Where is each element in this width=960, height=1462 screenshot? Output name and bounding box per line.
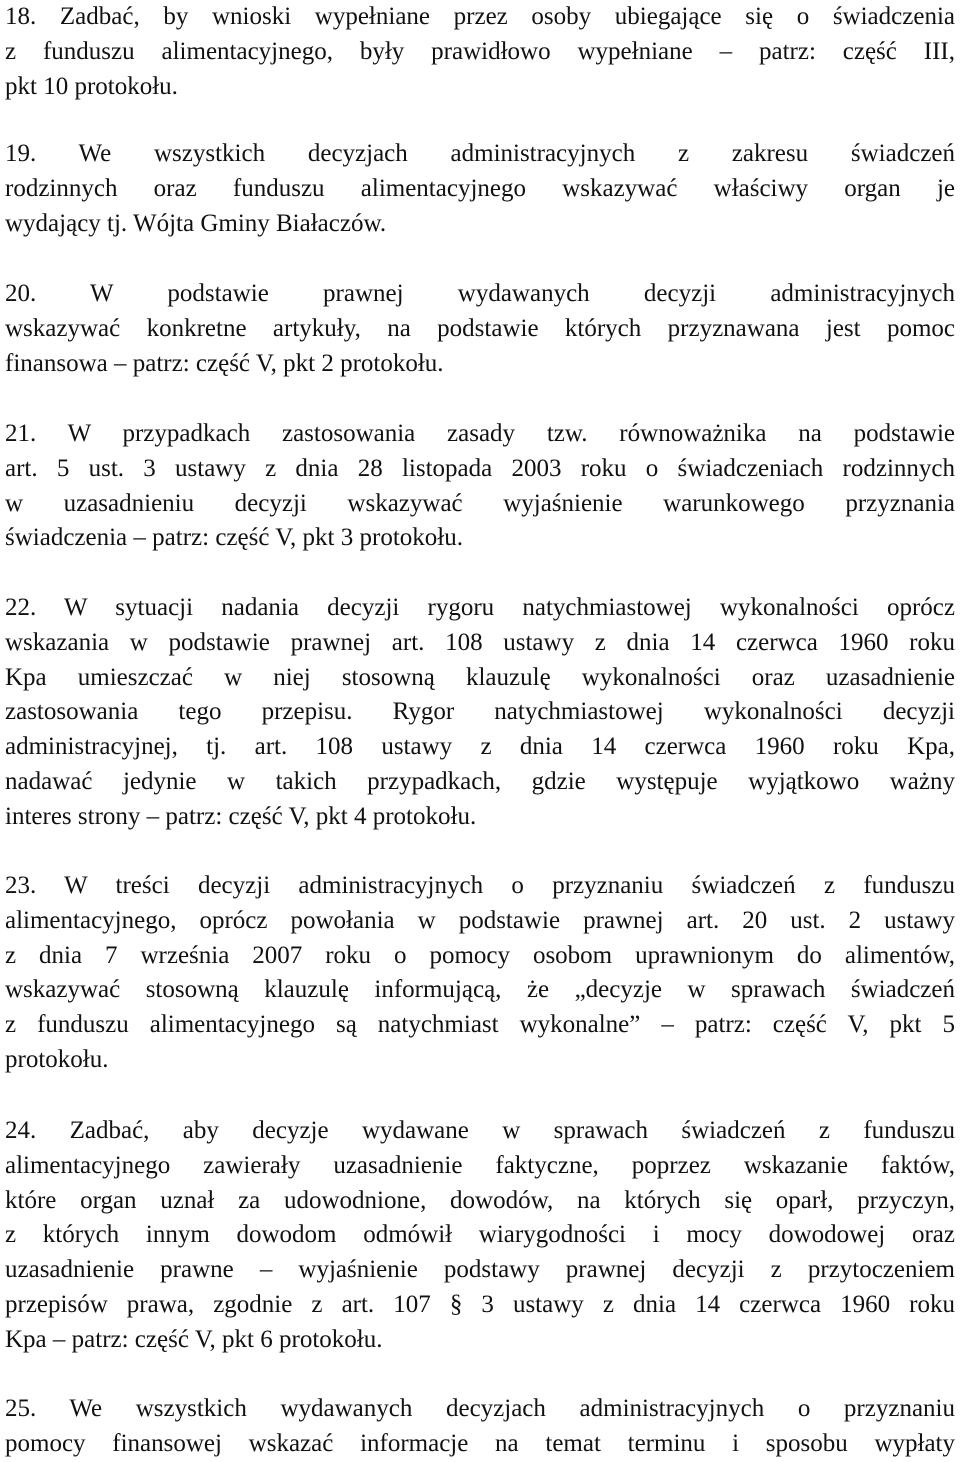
paragraph-line: Kpa umieszczać w niej stosowną klauzulę wykonalności oraz uzasadnienie <box>5 663 955 691</box>
paragraph-line: interes strony – patrz: część V, pkt 4 protokołu. <box>5 802 477 830</box>
paragraph-line: wskazywać konkretne artykuły, na podstawie których przyznawana jest pomoc <box>5 314 955 342</box>
paragraph-24 <box>5 1114 955 1358</box>
paragraph-line: pomocy finansowej wskazać informacje na temat terminu i sposobu wypłaty <box>5 1429 955 1457</box>
paragraph-line: 25. We wszystkich wydawanych decyzjach administracyjnych o przyznaniu <box>5 1395 955 1422</box>
paragraph-22 <box>5 591 955 835</box>
paragraph-line: świadczenia – patrz: część V, pkt 3 protokołu. <box>5 524 463 552</box>
paragraph-line: alimentacyjnego, oprócz powołania w podstawie prawnej art. 20 ust. 2 ustawy <box>5 906 955 934</box>
paragraph-23 <box>5 869 955 1078</box>
paragraph-line: przepisów prawa, zgodnie z art. 107 § 3 ustawy z dnia 14 czerwca 1960 roku <box>5 1290 955 1318</box>
paragraph-line: rodzinnych oraz funduszu alimentacyjnego wskazywać właściwy organ je <box>5 174 955 202</box>
paragraph-line: nadawać jedynie w takich przypadkach, gdzie występuje wyjątkowo ważny <box>5 767 955 795</box>
paragraph-line: zastosowania tego przepisu. Rygor natychmiastowej wykonalności decyzji <box>5 698 955 726</box>
paragraph-line: administracyjnej, tj. art. 108 ustawy z dnia 14 czerwca 1960 roku Kpa, <box>5 733 955 761</box>
paragraph-line: z których innym dowodom odmówił wiarygodności i mocy dowodowej oraz <box>5 1221 955 1249</box>
paragraph-line: wskazywać stosowną klauzulę informującą, że „decyzje w sprawach świadczeń <box>5 976 955 1004</box>
paragraph-line: 21. W przypadkach zastosowania zasady tzw. równoważnika na podstawie <box>5 420 955 447</box>
paragraph-line: 23. W treści decyzji administracyjnych o przyznaniu świadczeń z funduszu <box>5 872 955 899</box>
paragraph-line: pkt 10 protokołu. <box>5 72 178 100</box>
paragraph-line: 20. W podstawie prawnej wydawanych decyzji administracyjnych <box>5 280 955 307</box>
paragraph-18 <box>5 0 955 104</box>
paragraph-line: 22. W sytuacji nadania decyzji rygoru natychmiastowej wykonalności oprócz <box>5 594 955 621</box>
paragraph-line: w uzasadnieniu decyzji wskazywać wyjaśnienie warunkowego przyznania <box>5 489 955 517</box>
paragraph-25 <box>5 1392 955 1462</box>
paragraph-line: 19. We wszystkich decyzjach administracyjnych z zakresu świadczeń <box>5 140 955 167</box>
paragraph-line: z dnia 7 września 2007 roku o pomocy osobom uprawnionym do alimentów, <box>5 941 955 969</box>
paragraph-20 <box>5 277 955 381</box>
paragraph-line: finansowa – patrz: część V, pkt 2 protokołu. <box>5 349 444 377</box>
paragraph-line: z funduszu alimentacyjnego są natychmiast wykonalne” – patrz: część V, pkt 5 <box>5 1011 955 1039</box>
paragraph-line: Kpa – patrz: część V, pkt 6 protokołu. <box>5 1325 383 1353</box>
paragraph-line: z funduszu alimentacyjnego, były prawidłowo wypełniane – patrz: część III, <box>5 37 955 65</box>
paragraph-line: które organ uznał za udowodnione, dowodów, na których się oparł, przyczyn, <box>5 1186 955 1214</box>
paragraph-21 <box>5 417 955 556</box>
paragraph-line: 24. Zadbać, aby decyzje wydawane w sprawach świadczeń z funduszu <box>5 1117 955 1144</box>
paragraph-line: wydający tj. Wójta Gminy Białaczów. <box>5 209 387 237</box>
paragraph-line: wskazania w podstawie prawnej art. 108 ustawy z dnia 14 czerwca 1960 roku <box>5 628 955 656</box>
paragraph-line: 18. Zadbać, by wnioski wypełniane przez osoby ubiegające się o świadczenia <box>5 3 955 30</box>
paragraph-19 <box>5 137 955 241</box>
paragraph-line: alimentacyjnego zawierały uzasadnienie faktyczne, poprzez wskazanie faktów, <box>5 1151 955 1179</box>
paragraph-line: art. 5 ust. 3 ustawy z dnia 28 listopada 2003 roku o świadczeniach rodzinnych <box>5 454 955 482</box>
paragraph-line: uzasadnienie prawne – wyjaśnienie podstawy prawnej decyzji z przytoczeniem <box>5 1256 955 1284</box>
paragraph-line: protokołu. <box>5 1045 109 1073</box>
